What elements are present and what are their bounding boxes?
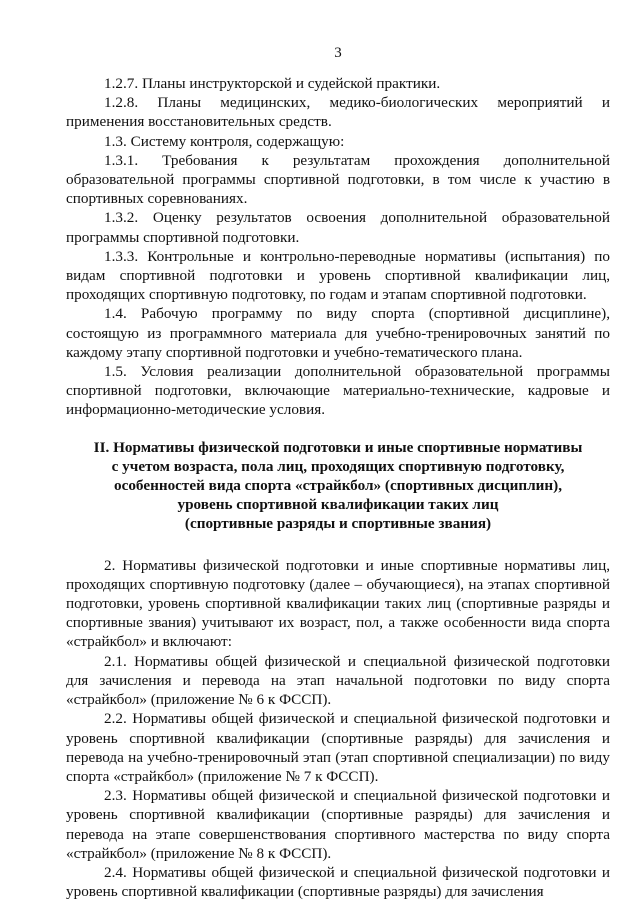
paragraph-1-3: 1.3. Систему контроля, содержащую: [104,132,345,150]
document-page [66,44,610,901]
section-title [66,438,610,534]
section-title-line: с учетом возраста, пола лиц, проходящих спортивную подготовку, [111,457,565,475]
paragraph-1-2-7: 1.2.7. Планы инструкторской и судейской практики. [104,75,441,92]
paragraph-2-4: 2.4. Нормативы общей физической и специальной физической подготовки и уровень спортивной квалификации (спортивные разряды) для зачисления [66,863,610,901]
paragraph-1-3-1: 1.3.1. Требования к результатам прохождения дополнительной образовательной программы спортивной подготовки, в том числе к участию в спортивных соревнованиях. [66,151,610,208]
paragraph-1-4: 1.4. Рабочую программу по виду спорта (спортивной дисциплине), состоящую из программного материала для учебно-тренировочных занятий по каждому этапу спортивной подготовки и учебно-тематического плана. [66,305,610,361]
section-title-line: уровень спортивной квалификации таких лиц [177,496,499,514]
section-title-line: особенностей вида спорта «страйкбол» (спортивных дисциплин), [114,477,562,495]
section-title-line: II. Нормативы физической подготовки и иные спортивные нормативы [93,438,583,456]
section-title-line: (спортивные разряды и спортивные звания) [184,515,492,533]
page-number: 3 [334,45,342,61]
paragraph-2: 2. Нормативы физической подготовки и иные спортивные нормативы лиц, проходящих спортивную подготовку (далее – обучающиеся), на этапах спортивной подготовки, уровень спортивной квалификации таких лиц (спортивные разряды и спортивные звания) учитывают их возраст, пол, а также особенности вида спорта «страйкбол» и включают: [66,556,610,651]
paragraph-2-1: 2.1. Нормативы общей физической и специальной физической подготовки для зачисления и перевода на этап начальной подготовки по виду спорта «страйкбол» (приложение № 6 к ФССП). [66,652,610,709]
paragraph-1-3-2: 1.3.2. Оценку результатов освоения дополнительной образовательной программы спортивной подготовки. [66,209,610,246]
paragraph-1-3-3: 1.3.3. Контрольные и контрольно-переводные нормативы (испытания) по видам спортивной подготовки и уровень спортивной квалификации лиц, проходящих спортивную подготовку, по годам и этапам спортивной подготовки. [66,247,610,304]
paragraph-2-2: 2.2. Нормативы общей физической и специальной физической подготовки и уровень спортивной квалификации (спортивные разряды) для зачисления и перевода на учебно-тренировочный этап (этап спортивной специализации) по виду спорта «страйкбол» (приложение № 7 к ФССП). [66,710,610,785]
paragraph-1-2-8: 1.2.8. Планы медицинских, медико-биологических мероприятий и применения восстановительных средств. [66,94,610,131]
paragraph-2-3: 2.3. Нормативы общей физической и специальной физической подготовки и уровень спортивной квалификации (спортивные разряды) для зачисления и перевода на этапе совершенствования спортивного мастерства по виду спорта «страйкбол» (приложение № 8 к ФССП). [66,787,610,862]
paragraph-1-5: 1.5. Условия реализации дополнительной образовательной программы спортивной подготовки, включающие материально-технические, кадровые и информационно-методические условия. [66,363,610,419]
